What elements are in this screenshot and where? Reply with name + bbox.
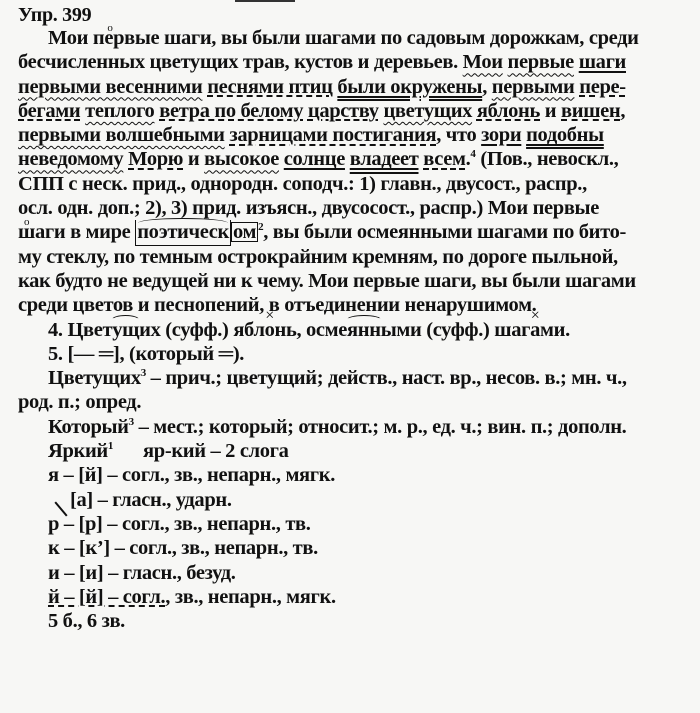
object-underline: царству [307, 99, 379, 122]
word-stem-with-root: поэтическ [135, 220, 231, 245]
text: , вы были осмеянными шагами по бито- [263, 221, 626, 244]
phonetic-row-5: и – [и] – гласн., безуд. [48, 561, 236, 584]
phonetic-row-3: р – [р] – согл., зв., непарн., тв. [48, 512, 311, 535]
text: бесчисленных цветущих трав, кустов и деревьев. [18, 51, 463, 74]
paragraph-line-4: бегами теплого ветра по белому царству цветущих яблонь и вишен, [18, 99, 626, 122]
subject-underline: солнце [283, 148, 345, 171]
unstressed-vowel-mark: а × [530, 318, 540, 342]
object-underline: яблонь [476, 99, 540, 122]
ending-box: ом [232, 221, 257, 244]
root-arc-mark [138, 218, 228, 228]
object-underline: песнями птиц [207, 75, 333, 98]
footnote-marker: 2 [258, 221, 264, 234]
paragraph-line-8: осл. одн. доп.; 2), 3) прид. изъясн., двусосост., распр.) Мои первые [18, 197, 599, 220]
paragraph-line-10: му стеклу, по темным острокрайним кремням, по дороге пыльной, [18, 245, 618, 268]
paragraph-line-9 [18, 220, 688, 244]
predicate-underline: подобны [526, 124, 604, 147]
text: ш oаги в мире [18, 221, 135, 243]
analysis-tsvetushchikh-line-1: Цветущих$^3$ – прич.; цветущий; действ., наст. вр., несов. в.; мн. ч., [48, 367, 627, 390]
phonetic-summary: 5 б., 6 зв. [48, 610, 125, 633]
object-underline: пере- [579, 75, 626, 98]
phonetic-row-6: й – [й] – согл., зв., непарн., мягк. [48, 585, 336, 608]
stress-mark: ш o [18, 220, 35, 244]
stress-mark: е o [104, 26, 113, 50]
attribute-underline: первыми весенними [18, 75, 203, 98]
text: среди цветов и песнопений [18, 294, 260, 317]
analysis-tsvetushchikh-line-2: род. п.; опред. [18, 391, 142, 414]
textbook-page [18, 4, 688, 633]
exercise-title: Упр. 399 [18, 4, 92, 26]
page-top-rule [235, 0, 295, 2]
suffix-mark: ущ [112, 318, 140, 341]
attribute-underline: первыми волшебными [18, 124, 225, 147]
subject-underline: первые [507, 51, 574, 74]
suffix-mark: янн [347, 318, 381, 341]
predicate-underline: владеет [349, 148, 419, 171]
paragraph-line-7: СПП с неск. прид., однородн. соподч.: 1) главн., двусост., распр., [18, 172, 587, 195]
attribute-underline: высокое [204, 148, 279, 171]
attribute-underline: неведомому [18, 148, 124, 171]
object-underline: всем [423, 148, 466, 171]
attribute-underline: цветущих [383, 99, 473, 122]
unstressed-vowel-mark: о × [265, 318, 275, 342]
paragraph-line-5: первыми волшебными зарницами постигания, что зори подобны [18, 124, 604, 147]
text: , в отъединении ненарушимом. [259, 294, 537, 317]
phonetic-word-line: Яркий$^1$ яр-кий – 2 слога [48, 440, 289, 463]
paragraph-line-1 [18, 26, 688, 50]
phonetic-row-2: [а] – гласн., ударн. [70, 488, 232, 511]
attribute-underline: теплого [85, 99, 155, 122]
subject-underline: зори [481, 124, 522, 147]
attribute-underline: первыми [491, 75, 575, 98]
footnote-marker: 3 [128, 415, 134, 428]
analysis-kotoryi-line: Который$^3$ – мест.; который; относит.; м. р., ед. ч.; вин. п.; дополн. [48, 415, 627, 438]
subject-underline: шаги [578, 51, 626, 74]
text: Мои пе oрвые шаги, вы были шагами по садовым дорожкам, среди [48, 27, 639, 49]
underlined-segment: й – [й] – согл. [48, 585, 166, 608]
footnote-marker: 1 [107, 440, 114, 453]
object-underline: ветра по белому [159, 99, 304, 122]
paragraph-line-2 [18, 50, 688, 74]
paragraph-line-3: первыми весенними песнями птиц были окружены, первыми пере- [18, 75, 626, 98]
phonetic-row-1: я – [й] – согл., зв., непарн., мягк. [48, 464, 335, 487]
task-5-scheme: 5. [— ═], (который ═). [48, 342, 245, 365]
object-underline: зарницами постигания [229, 124, 437, 147]
subject-underline: Мои [462, 51, 503, 74]
predicate-underline: были окружены [337, 75, 483, 98]
footnote-marker: 3 [140, 367, 146, 380]
text: (Пов., невоскл., [475, 148, 619, 171]
object-underline: бегами [18, 99, 81, 122]
paragraph-line-12 [18, 293, 688, 317]
object-underline: вишен [561, 99, 621, 122]
paragraph-line-6: неведомому Морю и высокое солнце владеет всем.$^4$ (Пов., невоскл., [18, 148, 619, 171]
task-4-line: 4. Цветущих (суфф.) ябло ×нь, осмеянными (суфф.) шага ×ми. [18, 318, 688, 342]
object-underline: Морю [128, 148, 184, 171]
footnote-marker: 4 [470, 148, 476, 161]
paragraph-line-11: как будто не ведущей ни к чему. Мои первые шаги, вы были шагами [18, 269, 636, 292]
phonetic-row-4: к – [к’] – согл., зв., непарн., тв. [48, 537, 318, 560]
